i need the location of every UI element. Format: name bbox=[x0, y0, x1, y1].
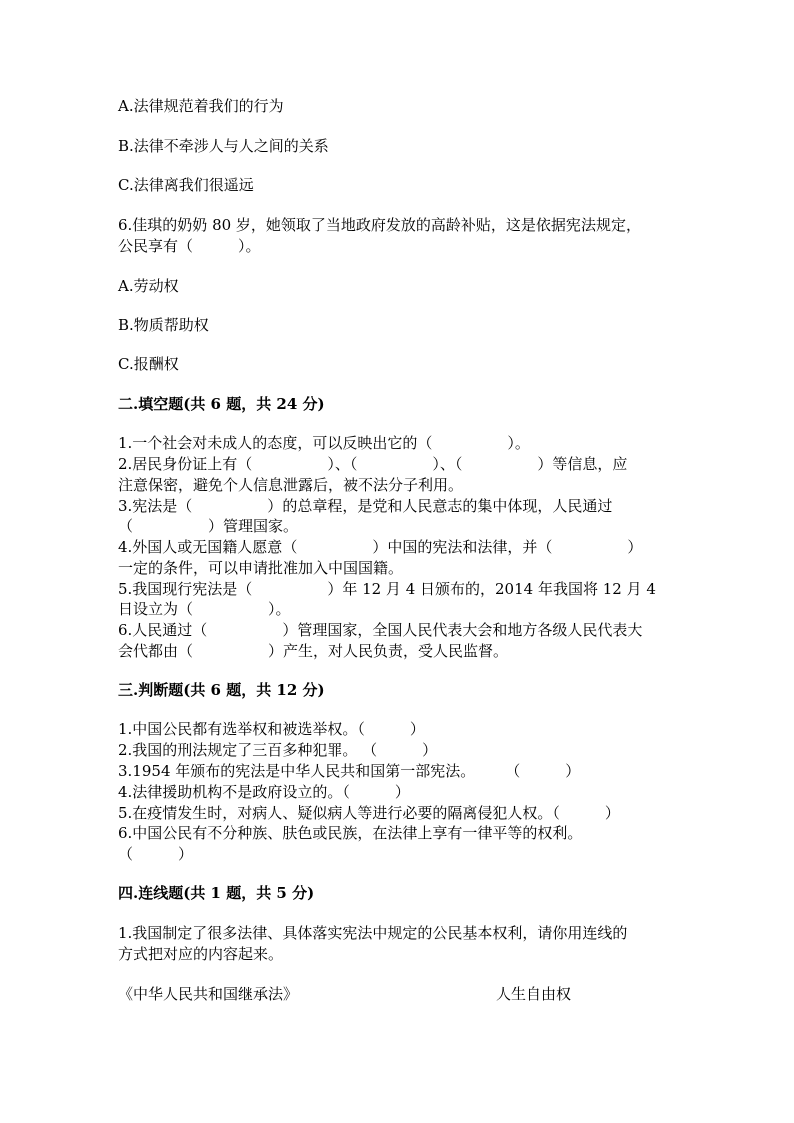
judge-line: 5.在疫情发生时，对病人、疑似病人等进行必要的隔离侵犯人权。（ ） bbox=[118, 804, 620, 822]
section4-heading: 四.连线题(共 1 题，共 5 分) bbox=[118, 884, 315, 902]
fill-line: 1.一个社会对未成人的态度，可以反映出它的（ ）。 bbox=[118, 434, 530, 452]
section2-heading: 二.填空题(共 6 题，共 24 分) bbox=[118, 395, 325, 413]
match-left-item: 《中华人民共和国继承法》 bbox=[118, 985, 299, 1003]
q6-text-line2: 公民享有（ ）。 bbox=[118, 237, 261, 255]
q6-text-line1: 6.佳琪的奶奶 80 岁，她领取了当地政府发放的高龄补贴，这是依据宪法规定， bbox=[118, 216, 641, 234]
judge-line: （ ） bbox=[118, 845, 194, 863]
q5-option-a: A.法律规范着我们的行为 bbox=[118, 97, 284, 115]
match-question-line2: 方式把对应的内容起来。 bbox=[118, 945, 284, 963]
judge-line: 1.中国公民都有选举权和被选举权。（ ） bbox=[118, 720, 425, 738]
fill-line: 5.我国现行宪法是（ ）年 12 月 4 日颁布的，2014 年我国将 12 月 4 bbox=[118, 580, 656, 598]
q5-option-c: C.法律离我们很遥远 bbox=[118, 176, 254, 194]
fill-line: 日设立为（ ）。 bbox=[118, 600, 291, 618]
q6-option-c: C.报酬权 bbox=[118, 355, 179, 373]
fill-line: 会代都由（ ）产生，对人民负责，受人民监督。 bbox=[118, 642, 509, 660]
fill-line: （ ）管理国家。 bbox=[118, 517, 299, 535]
judge-line: 2.我国的刑法规定了三百多种犯罪。 （ ） bbox=[118, 741, 438, 759]
fill-line: 一定的条件，可以申请批准加入中国国籍。 bbox=[118, 559, 404, 577]
judge-line: 4.法律援助机构不是政府设立的。（ ） bbox=[118, 783, 410, 801]
q6-option-b: B.物质帮助权 bbox=[118, 316, 209, 334]
fill-line: 2.居民身份证上有（ ）、（ ）、（ ）等信息，应 bbox=[118, 455, 628, 473]
q5-option-b: B.法律不牵涉人与人之间的关系 bbox=[118, 137, 329, 155]
fill-line: 注意保密，避免个人信息泄露后，被不法分子利用。 bbox=[118, 476, 464, 494]
judge-line: 6.中国公民有不分种族、肤色或民族，在法律上享有一律平等的权利。 bbox=[118, 824, 583, 842]
match-right-item: 人生自由权 bbox=[496, 985, 572, 1003]
q6-option-a: A.劳动权 bbox=[118, 277, 179, 295]
judge-line: 3.1954 年颁布的宪法是中华人民共和国第一部宪法。 （ ） bbox=[118, 762, 581, 780]
fill-line: 3.宪法是（ ）的总章程，是党和人民意志的集中体现，人民通过 bbox=[118, 497, 613, 515]
fill-line: 4.外国人或无国籍人愿意（ ）中国的宪法和法律，并（ ） bbox=[118, 538, 643, 556]
fill-line: 6.人民通过（ ）管理国家，全国人民代表大会和地方各级人民代表大 bbox=[118, 621, 643, 639]
section3-heading: 三.判断题(共 6 题，共 12 分) bbox=[118, 681, 325, 699]
match-question-line1: 1.我国制定了很多法律、具体落实宪法中规定的公民基本权利，请你用连线的 bbox=[118, 924, 628, 942]
